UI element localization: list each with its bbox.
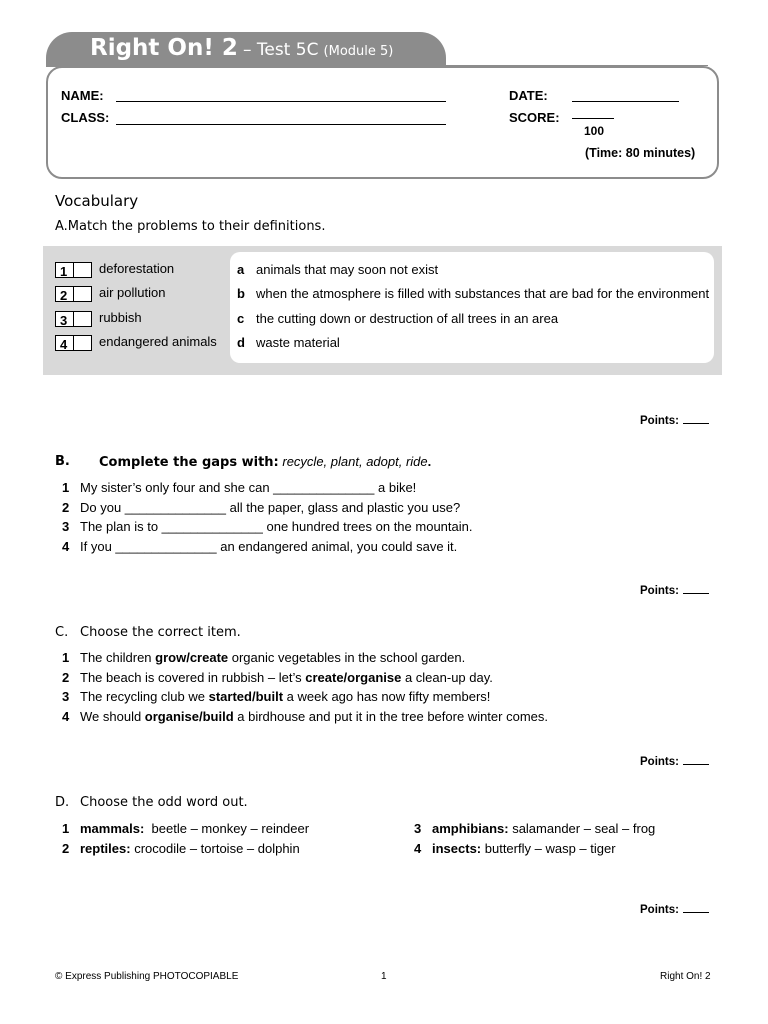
answer-box-1[interactable]: 1	[55, 262, 92, 278]
definition-c: the cutting down or destruction of all trees in an area	[256, 311, 559, 326]
score-label: SCORE:	[509, 110, 560, 125]
problem-2: air pollution	[99, 285, 166, 300]
points-a-field[interactable]	[683, 423, 709, 424]
d-item-2: reptiles: crocodile – tortoise – dolphin	[80, 841, 300, 856]
definition-a: animals that may soon not exist	[256, 262, 439, 277]
b-item-3: The plan is to ______________ one hundred trees on the mountain.	[80, 519, 473, 534]
b-item-2: Do you ______________ all the paper, glass and plastic you use?	[80, 500, 461, 515]
b-item-1: My sister’s only four and she can ______________ a bike!	[80, 480, 417, 495]
section-c-letter: C.	[55, 625, 69, 640]
title-main: Right On! 2	[90, 35, 238, 61]
b-num-3: 3	[62, 519, 70, 534]
c-item-3: The recycling club we started/built a week ago has now fifty members!	[80, 689, 491, 704]
section-d-letter: D.	[55, 795, 70, 810]
c-num-2: 2	[62, 670, 70, 685]
c-num-1: 1	[62, 650, 70, 665]
c-item-1: The children grow/create organic vegetables in the school garden.	[80, 650, 466, 665]
section-c-instruction: Choose the correct item.	[80, 625, 241, 640]
section-b-letter: B.	[55, 454, 70, 469]
b-num-1: 1	[62, 480, 70, 495]
d-num-3: 3	[414, 821, 422, 836]
problem-1: deforestation	[99, 261, 175, 276]
score-field[interactable]	[572, 118, 614, 119]
answer-box-2[interactable]: 2	[55, 286, 92, 302]
d-num-4: 4	[414, 841, 422, 856]
footer-copyright: © Express Publishing PHOTOCOPIABLE	[55, 971, 239, 982]
class-label: CLASS:	[61, 110, 110, 125]
points-a: Points:	[640, 415, 709, 427]
points-b-field[interactable]	[683, 593, 709, 594]
c-item-2: The beach is covered in rubbish – let’s create/organise a clean-up day.	[80, 670, 493, 685]
vocabulary-heading: Vocabulary	[55, 192, 139, 210]
b-num-4: 4	[62, 539, 70, 554]
definition-letter-c: c	[237, 311, 245, 326]
answer-box-4[interactable]: 4	[55, 335, 92, 351]
definition-b: when the atmosphere is filled with substances that are bad for the environment	[256, 286, 710, 301]
date-field[interactable]	[572, 101, 679, 102]
test-title	[90, 35, 393, 61]
footer-title: Right On! 2	[660, 971, 711, 982]
time-limit: (Time: 80 minutes)	[585, 146, 696, 160]
c-item-4: We should organise/build a birdhouse and put it in the tree before winter comes.	[80, 709, 548, 724]
student-info-box	[46, 66, 719, 179]
problem-4: endangered animals	[99, 334, 217, 349]
b-item-4: If you ______________ an endangered animal, you could save it.	[80, 539, 458, 554]
d-item-3: amphibians: salamander – seal – frog	[432, 821, 656, 836]
definition-d: waste material	[256, 335, 340, 350]
d-item-4: insects: butterfly – wasp – tiger	[432, 841, 616, 856]
d-num-1: 1	[62, 821, 70, 836]
problem-3: rubbish	[99, 310, 142, 325]
definition-letter-a: a	[237, 262, 245, 277]
b-num-2: 2	[62, 500, 70, 515]
section-b-instruction: Complete the gaps with: recycle, plant, adopt, ride.	[99, 454, 432, 470]
points-c-field[interactable]	[683, 764, 709, 765]
definition-letter-d: d	[237, 335, 245, 350]
points-b: Points:	[640, 585, 709, 597]
footer-page-number: 1	[381, 971, 387, 982]
title-sub: – Test 5C	[242, 40, 319, 60]
section-a-instruction: A.Match the problems to their definitions.	[55, 219, 326, 234]
points-d: Points:	[640, 904, 709, 916]
score-total: 100	[584, 124, 605, 138]
d-num-2: 2	[62, 841, 70, 856]
title-module: (Module 5)	[323, 44, 394, 59]
d-item-1: mammals: beetle – monkey – reindeer	[80, 821, 310, 836]
date-label: DATE:	[509, 88, 548, 103]
points-d-field[interactable]	[683, 912, 709, 913]
points-c: Points:	[640, 756, 709, 768]
c-num-4: 4	[62, 709, 70, 724]
c-num-3: 3	[62, 689, 70, 704]
class-field[interactable]	[116, 124, 446, 125]
section-d-instruction: Choose the odd word out.	[80, 795, 248, 810]
name-label: NAME:	[61, 88, 104, 103]
name-field[interactable]	[116, 101, 446, 102]
answer-box-3[interactable]: 3	[55, 311, 92, 327]
definition-letter-b: b	[237, 286, 245, 301]
